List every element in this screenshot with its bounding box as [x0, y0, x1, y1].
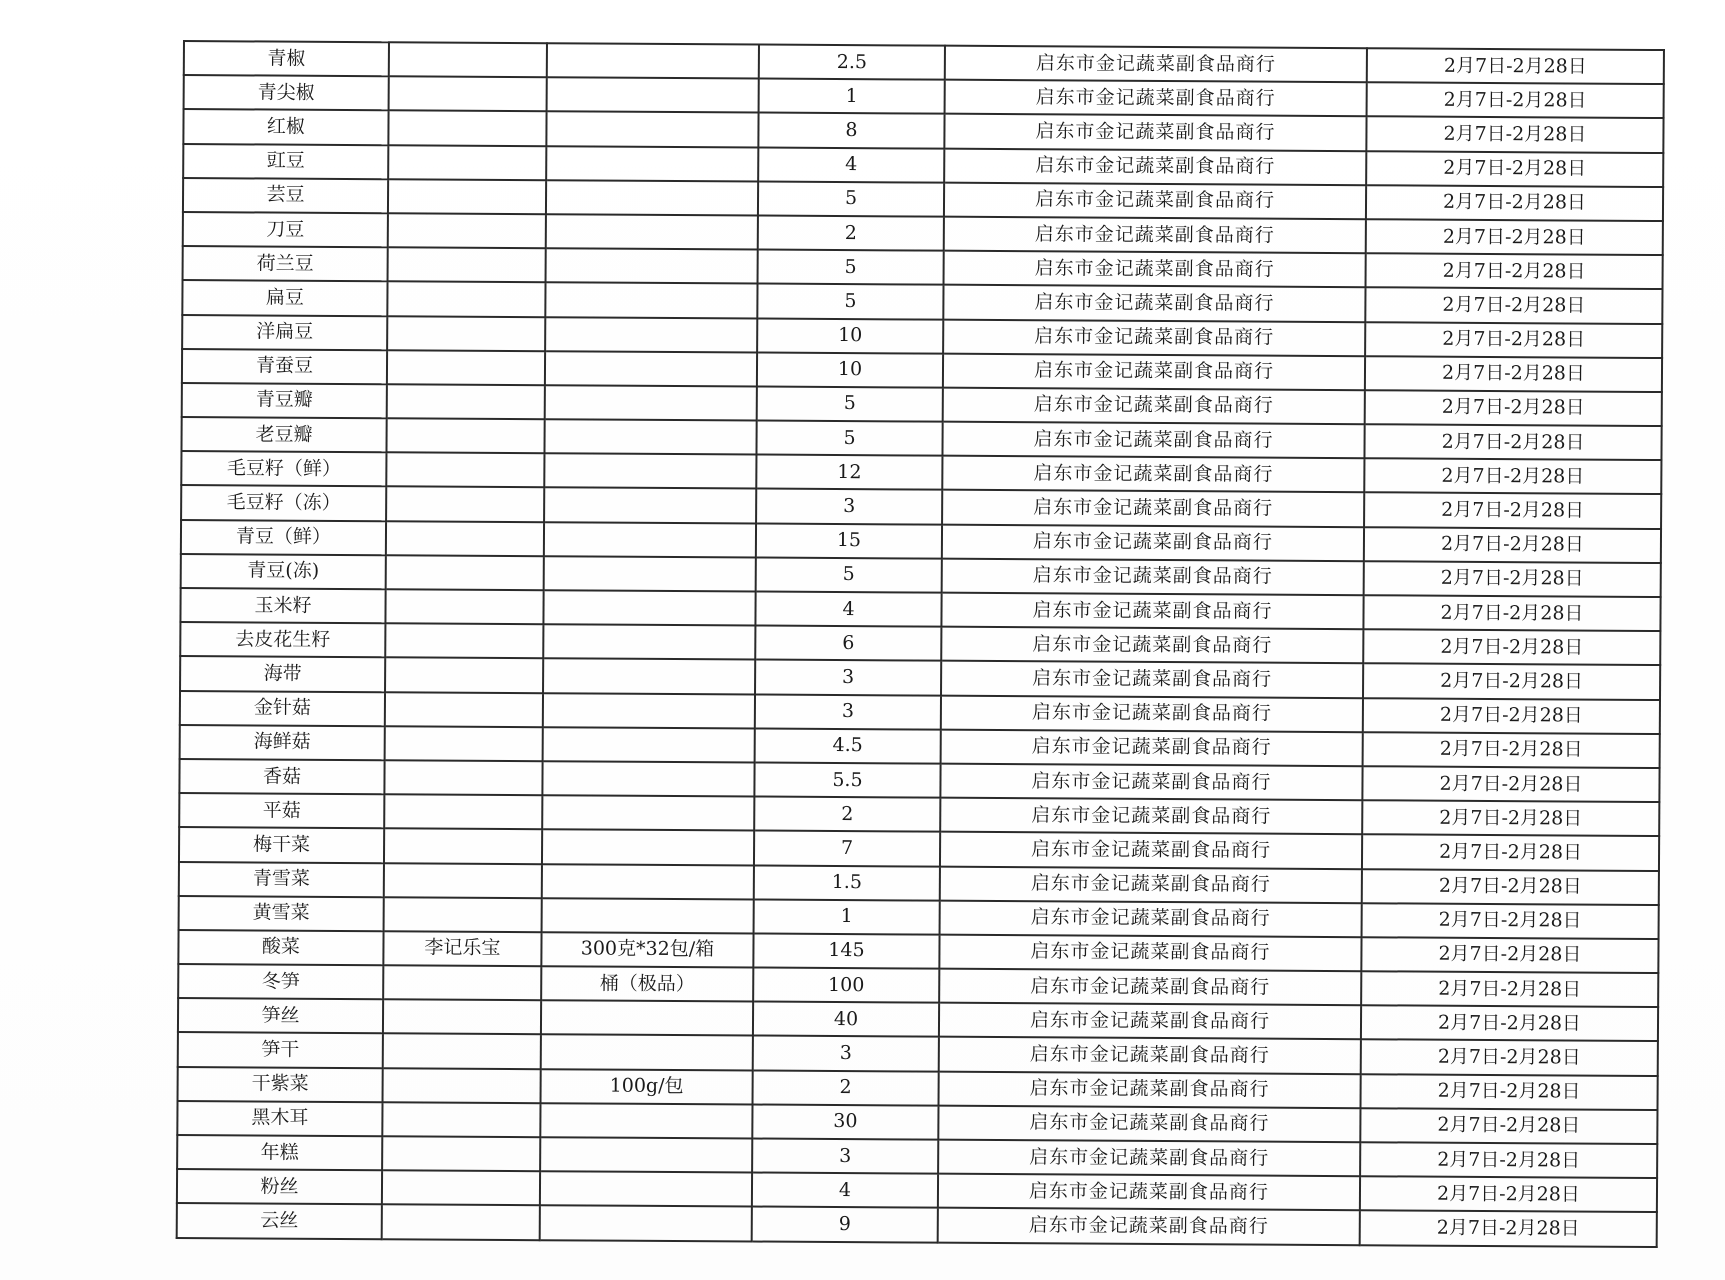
spec-cell [544, 522, 756, 557]
vendor-cell: 启东市金记蔬菜副食品商行 [938, 1140, 1360, 1177]
price-cell: 1.5 [754, 865, 940, 900]
price-cell: 2 [758, 215, 944, 250]
item-name-cell: 毛豆籽（冻） [181, 485, 386, 520]
period-cell: 2月7日-2月28日 [1366, 185, 1663, 221]
item-name-cell: 玉米籽 [180, 588, 385, 623]
vendor-cell: 启东市金记蔬菜副食品商行 [940, 832, 1362, 869]
period-cell: 2月7日-2月28日 [1363, 732, 1660, 768]
period-cell: 2月7日-2月28日 [1362, 835, 1659, 871]
period-cell: 2月7日-2月28日 [1364, 458, 1661, 494]
item-name-cell: 海带 [180, 656, 385, 691]
spec-cell [543, 693, 755, 728]
price-cell: 30 [752, 1104, 938, 1139]
price-cell: 40 [753, 1002, 939, 1037]
spec-cell [544, 556, 756, 591]
item-name-cell: 青豆瓣 [182, 383, 387, 418]
vendor-cell: 启东市金记蔬菜副食品商行 [942, 456, 1364, 493]
item-name-cell: 毛豆籽（鲜） [181, 451, 386, 486]
item-name-cell: 荷兰豆 [183, 246, 388, 281]
price-cell: 10 [757, 352, 943, 387]
price-cell: 5.5 [754, 762, 940, 797]
vendor-cell: 启东市金记蔬菜副食品商行 [938, 1174, 1360, 1211]
vendor-cell: 启东市金记蔬菜副食品商行 [939, 969, 1361, 1006]
brand-cell [384, 897, 542, 932]
spec-cell [542, 761, 754, 796]
item-name-cell: 青豆（鲜） [181, 520, 386, 555]
vendor-cell: 启东市金记蔬菜副食品商行 [938, 1105, 1360, 1142]
spec-cell: 300克*32包/箱 [541, 932, 753, 967]
item-name-cell: 青蚕豆 [182, 349, 387, 384]
price-cell: 5 [758, 181, 944, 216]
brand-cell [382, 1102, 540, 1137]
period-cell: 2月7日-2月28日 [1361, 1005, 1658, 1041]
brand-cell [388, 247, 546, 282]
brand-cell [385, 726, 543, 761]
vendor-cell: 启东市金记蔬菜副食品商行 [944, 148, 1366, 185]
period-cell: 2月7日-2月28日 [1365, 390, 1662, 426]
period-cell: 2月7日-2月28日 [1365, 288, 1662, 324]
spec-cell [543, 624, 755, 659]
brand-cell [388, 179, 546, 214]
spec-cell [541, 1000, 753, 1035]
price-cell: 3 [753, 1036, 939, 1071]
brand-cell [387, 350, 545, 385]
period-cell: 2月7日-2月28日 [1362, 903, 1659, 939]
period-cell: 2月7日-2月28日 [1360, 1211, 1657, 1247]
brand-cell [383, 1034, 541, 1069]
brand-cell [387, 316, 545, 351]
item-name-cell: 酸菜 [178, 930, 383, 965]
item-name-cell: 红椒 [183, 109, 388, 144]
price-cell: 5 [757, 284, 943, 319]
brand-cell [388, 213, 546, 248]
price-cell: 145 [753, 933, 939, 968]
item-name-cell: 平菇 [179, 793, 384, 828]
period-cell: 2月7日-2月28日 [1360, 1176, 1657, 1212]
spec-cell [542, 795, 754, 830]
item-name-cell: 梅干菜 [179, 827, 384, 862]
period-cell: 2月7日-2月28日 [1362, 800, 1659, 836]
brand-cell: 李记乐宝 [383, 931, 541, 966]
spec-cell [543, 727, 755, 762]
item-name-cell: 豇豆 [183, 144, 388, 179]
price-cell: 2 [754, 797, 940, 832]
spec-cell [543, 590, 755, 625]
item-name-cell: 青豆(冻) [181, 554, 386, 589]
price-cell: 5 [756, 421, 942, 456]
price-cell: 3 [756, 489, 942, 524]
item-name-cell: 黑木耳 [177, 1101, 382, 1136]
vendor-cell: 启东市金记蔬菜副食品商行 [941, 695, 1363, 732]
price-cell: 10 [757, 318, 943, 353]
period-cell: 2月7日-2月28日 [1363, 629, 1660, 665]
period-cell: 2月7日-2月28日 [1366, 117, 1663, 153]
item-name-cell: 笋丝 [178, 998, 383, 1033]
vendor-cell: 启东市金记蔬菜副食品商行 [940, 764, 1362, 801]
brand-cell [384, 794, 542, 829]
item-name-cell: 青椒 [184, 41, 389, 76]
spec-cell [542, 864, 754, 899]
brand-cell [386, 418, 544, 453]
item-name-cell: 粉丝 [177, 1169, 382, 1204]
price-cell: 5 [757, 386, 943, 421]
period-cell: 2月7日-2月28日 [1362, 869, 1659, 905]
item-name-cell: 刀豆 [183, 212, 388, 247]
brand-cell [384, 829, 542, 864]
brand-cell [384, 760, 542, 795]
period-cell: 2月7日-2月28日 [1363, 595, 1660, 631]
item-name-cell: 去皮花生籽 [180, 622, 385, 657]
spec-cell [546, 112, 758, 147]
price-cell: 3 [755, 694, 941, 729]
price-cell: 4 [752, 1173, 938, 1208]
brand-cell [385, 658, 543, 693]
vendor-cell: 启东市金记蔬菜副食品商行 [943, 353, 1365, 390]
price-cell: 6 [755, 626, 941, 661]
price-cell: 12 [756, 455, 942, 490]
vendor-cell: 启东市金记蔬菜副食品商行 [945, 80, 1367, 117]
period-cell: 2月7日-2月28日 [1365, 356, 1662, 392]
vendor-cell: 启东市金记蔬菜副食品商行 [945, 46, 1367, 83]
item-name-cell: 香菇 [179, 759, 384, 794]
price-cell: 4 [758, 147, 944, 182]
vendor-cell: 启东市金记蔬菜副食品商行 [940, 798, 1362, 835]
spec-cell [542, 898, 754, 933]
brand-cell [389, 42, 547, 77]
spec-cell [540, 1206, 752, 1241]
spec-cell [546, 248, 758, 283]
brand-cell [387, 384, 545, 419]
item-name-cell: 干紫菜 [178, 1067, 383, 1102]
vendor-cell: 启东市金记蔬菜副食品商行 [938, 1208, 1360, 1245]
brand-cell [383, 965, 541, 1000]
price-table [176, 40, 1665, 1248]
period-cell: 2月7日-2月28日 [1360, 1142, 1657, 1178]
vendor-cell: 启东市金记蔬菜副食品商行 [939, 1071, 1361, 1108]
brand-cell [386, 453, 544, 488]
item-name-cell: 扁豆 [182, 280, 387, 315]
brand-cell [388, 111, 546, 146]
period-cell: 2月7日-2月28日 [1367, 82, 1664, 118]
price-cell: 3 [752, 1138, 938, 1173]
item-name-cell: 老豆瓣 [181, 417, 386, 452]
brand-cell [385, 692, 543, 727]
item-name-cell: 青雪菜 [179, 861, 384, 896]
item-name-cell: 笋干 [178, 1032, 383, 1067]
vendor-cell: 启东市金记蔬菜副食品商行 [944, 114, 1366, 151]
price-cell: 1 [759, 79, 945, 114]
price-cell: 4.5 [755, 728, 941, 763]
spec-cell [540, 1103, 752, 1138]
vendor-cell: 启东市金记蔬菜副食品商行 [941, 729, 1363, 766]
period-cell: 2月7日-2月28日 [1363, 698, 1660, 734]
item-name-cell: 青尖椒 [184, 75, 389, 110]
vendor-cell: 启东市金记蔬菜副食品商行 [941, 661, 1363, 698]
vendor-cell: 启东市金记蔬菜副食品商行 [942, 524, 1364, 561]
vendor-cell: 启东市金记蔬菜副食品商行 [944, 217, 1366, 254]
price-cell: 15 [756, 523, 942, 558]
period-cell: 2月7日-2月28日 [1363, 664, 1660, 700]
period-cell: 2月7日-2月28日 [1364, 493, 1661, 529]
period-cell: 2月7日-2月28日 [1366, 219, 1663, 255]
item-name-cell: 洋扁豆 [182, 315, 387, 350]
item-name-cell: 云丝 [177, 1203, 382, 1238]
brand-cell [387, 282, 545, 317]
price-cell: 8 [758, 113, 944, 148]
price-cell: 7 [754, 831, 940, 866]
spec-cell [547, 77, 759, 112]
price-table-body [177, 41, 1664, 1247]
price-cell: 9 [752, 1207, 938, 1242]
price-cell: 1 [754, 899, 940, 934]
spec-cell [546, 146, 758, 181]
spec-cell [545, 385, 757, 420]
vendor-cell: 启东市金记蔬菜副食品商行 [942, 490, 1364, 527]
spec-cell [547, 43, 759, 78]
spec-cell [543, 659, 755, 694]
brand-cell [386, 555, 544, 590]
vendor-cell: 启东市金记蔬菜副食品商行 [939, 1003, 1361, 1040]
period-cell: 2月7日-2月28日 [1361, 937, 1658, 973]
brand-cell [382, 1170, 540, 1205]
spec-cell: 桶（极品） [541, 966, 753, 1001]
period-cell: 2月7日-2月28日 [1362, 766, 1659, 802]
vendor-cell: 启东市金记蔬菜副食品商行 [939, 935, 1361, 972]
vendor-cell: 启东市金记蔬菜副食品商行 [941, 593, 1363, 630]
brand-cell [382, 1205, 540, 1240]
vendor-cell: 启东市金记蔬菜副食品商行 [942, 422, 1364, 459]
price-cell: 4 [755, 592, 941, 627]
brand-cell [385, 623, 543, 658]
price-cell: 5 [756, 557, 942, 592]
spec-cell [540, 1171, 752, 1206]
brand-cell [386, 521, 544, 556]
vendor-cell: 启东市金记蔬菜副食品商行 [940, 900, 1362, 937]
spec-cell [544, 453, 756, 488]
item-name-cell: 芸豆 [183, 178, 388, 213]
spec-cell [546, 180, 758, 215]
vendor-cell: 启东市金记蔬菜副食品商行 [943, 285, 1365, 322]
period-cell: 2月7日-2月28日 [1360, 1108, 1657, 1144]
period-cell: 2月7日-2月28日 [1366, 151, 1663, 187]
spec-cell [544, 488, 756, 523]
period-cell: 2月7日-2月28日 [1361, 1040, 1658, 1076]
brand-cell [388, 145, 546, 180]
brand-cell [386, 487, 544, 522]
vendor-cell: 启东市金记蔬菜副食品商行 [943, 319, 1365, 356]
period-cell: 2月7日-2月28日 [1367, 48, 1664, 84]
brand-cell [389, 76, 547, 111]
brand-cell [385, 589, 543, 624]
vendor-cell: 启东市金记蔬菜副食品商行 [942, 558, 1364, 595]
price-cell: 2.5 [759, 45, 945, 80]
item-name-cell: 年糕 [177, 1135, 382, 1170]
spec-cell [545, 283, 757, 318]
item-name-cell: 海鲜菇 [180, 725, 385, 760]
price-cell: 3 [755, 660, 941, 695]
spec-cell [540, 1137, 752, 1172]
spec-cell [545, 351, 757, 386]
vendor-cell: 启东市金记蔬菜副食品商行 [943, 388, 1365, 425]
price-cell: 100 [753, 968, 939, 1003]
spec-cell [542, 830, 754, 865]
vendor-cell: 启东市金记蔬菜副食品商行 [940, 866, 1362, 903]
spec-cell [541, 1035, 753, 1070]
item-name-cell: 冬笋 [178, 964, 383, 999]
spec-cell [546, 214, 758, 249]
vendor-cell: 启东市金记蔬菜副食品商行 [944, 251, 1366, 288]
brand-cell [383, 1068, 541, 1103]
period-cell: 2月7日-2月28日 [1365, 322, 1662, 358]
price-cell: 5 [758, 250, 944, 285]
period-cell: 2月7日-2月28日 [1364, 527, 1661, 563]
vendor-cell: 启东市金记蔬菜副食品商行 [944, 182, 1366, 219]
vendor-cell: 启东市金记蔬菜副食品商行 [941, 627, 1363, 664]
period-cell: 2月7日-2月28日 [1364, 561, 1661, 597]
brand-cell [383, 999, 541, 1034]
spec-cell [545, 317, 757, 352]
item-name-cell: 黄雪菜 [179, 896, 384, 931]
spec-cell: 100g/包 [541, 1069, 753, 1104]
period-cell: 2月7日-2月28日 [1361, 971, 1658, 1007]
vendor-cell: 启东市金记蔬菜副食品商行 [939, 1037, 1361, 1074]
period-cell: 2月7日-2月28日 [1366, 253, 1663, 289]
spec-cell [544, 419, 756, 454]
price-cell: 2 [753, 1070, 939, 1105]
brand-cell [384, 863, 542, 898]
item-name-cell: 金针菇 [180, 691, 385, 726]
brand-cell [382, 1136, 540, 1171]
period-cell: 2月7日-2月28日 [1360, 1074, 1657, 1110]
period-cell: 2月7日-2月28日 [1364, 424, 1661, 460]
